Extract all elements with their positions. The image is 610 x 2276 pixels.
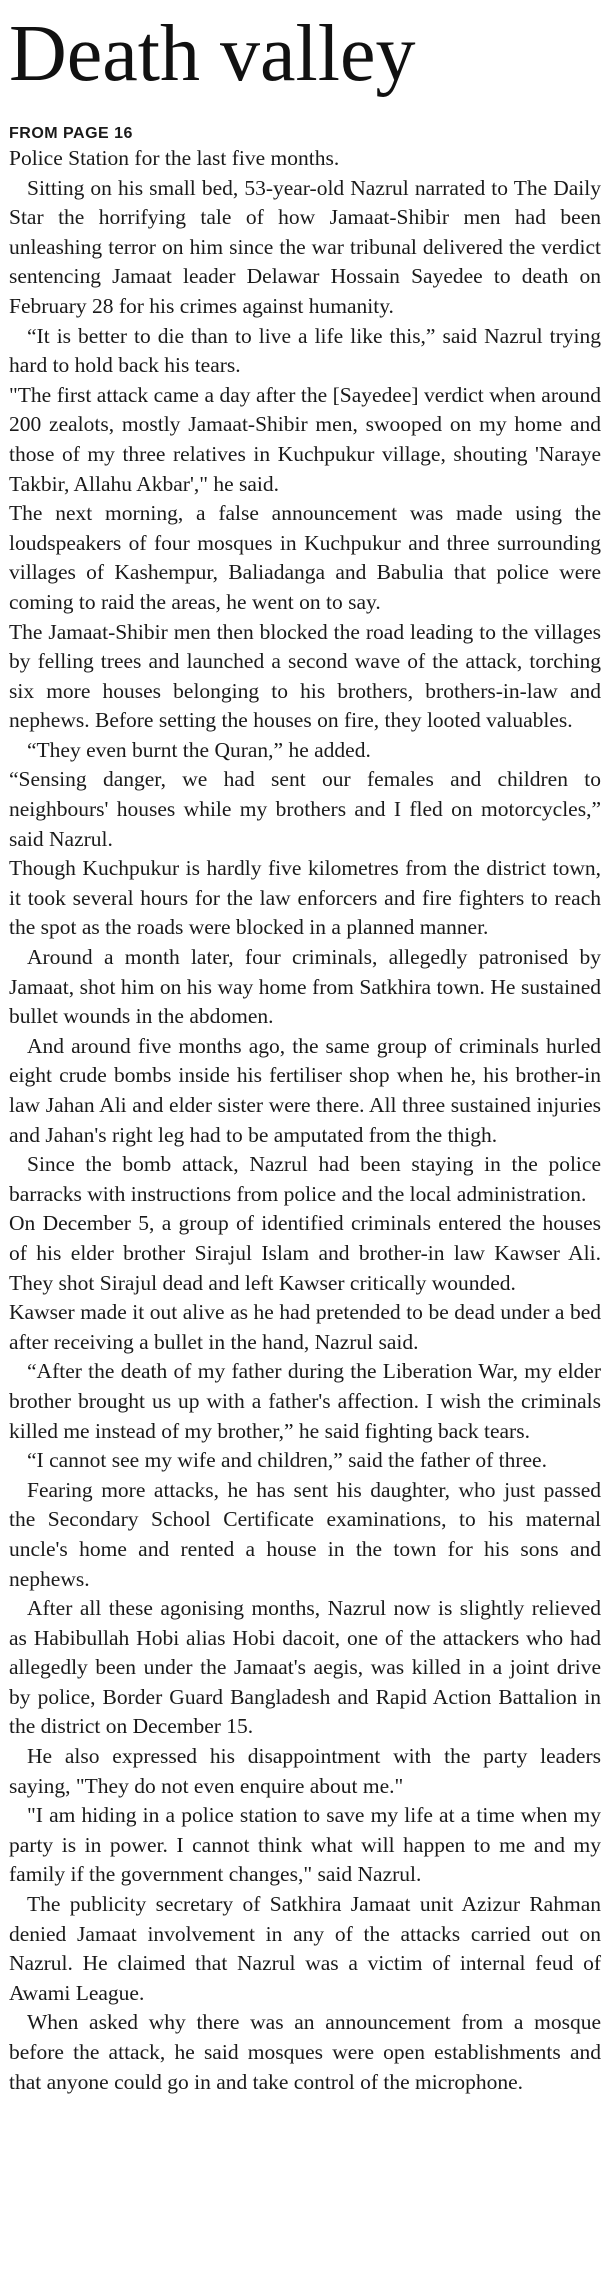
article-paragraph: Around a month later, four criminals, allegedly patronised by Jamaat, shot him on his way home from Satkhira town. He sustained bullet wounds in the abdomen.: [9, 945, 601, 1029]
article-paragraph: Since the bomb attack, Nazrul had been staying in the police barracks with instructions from police and the local administration.: [9, 1152, 601, 1206]
article-paragraph: Though Kuchpukur is hardly five kilometres from the district town, it took several hours for the law enforcers and fire fighters to reach the spot as the roads were blocked in a planned manner.: [9, 856, 601, 940]
headline: Death valley: [9, 10, 416, 98]
article-paragraph: “They even burnt the Quran,” he added.: [27, 737, 371, 762]
article-paragraph: After all these agonising months, Nazrul now is slightly relieved as Habibullah Hobi alias Hobi dacoit, one of the attackers who had allegedly been under the Jamaat's aegis, was killed in a joint drive by police, Border Guard Bangladesh and Rapid Action Battalion in the district on December 15.: [9, 1596, 601, 1739]
article-paragraph: “After the death of my father during the Liberation War, my elder brother brought us up with a father's affection. I wish the criminals killed me instead of my brother,” he said fighting back tears.: [9, 1359, 601, 1443]
article-paragraph: The publicity secretary of Satkhira Jamaat unit Azizur Rahman denied Jamaat involvement in any of the attacks carried out on Nazrul. He claimed that Nazrul was a victim of internal feud of Awami League.: [9, 1892, 601, 2005]
article-body: [9, 144, 601, 2097]
article-paragraph: “Sensing danger, we had sent our females and children to neighbours' houses while my brothers and I fled on motorcycles,” said Nazrul.: [9, 767, 601, 851]
article-paragraph: Sitting on his small bed, 53-year-old Nazrul narrated to The Daily Star the horrifying tale of how Jamaat-Shibir men had been unleashing terror on him since the war tribunal delivered the verdict sentencing Jamaat leader Delawar Hossain Sayedee to death on February 28 for his crimes against humanity.: [9, 175, 601, 318]
article-paragraph: The next morning, a false announcement was made using the loudspeakers of four mosques in Kuchpukur and three surrounding villages of Kashempur, Baliadanga and Babulia that police were coming to raid the areas, he went on to say.: [9, 501, 601, 614]
article-paragraph: Kawser made it out alive as he had pretended to be dead under a bed after receiving a bullet in the hand, Nazrul said.: [9, 1300, 601, 1354]
article-paragraph: "I am hiding in a police station to save my life at a time when my party is in power. I cannot think what will happen to me and my family if the government changes," said Nazrul.: [9, 1803, 601, 1887]
jump-label: FROM PAGE 16: [9, 125, 133, 142]
article-paragraph: He also expressed his disappointment with the party leaders saying, "They do not even enquire about me.": [9, 1744, 601, 1798]
newspaper-clipping: [9, 0, 601, 2276]
article-paragraph: Fearing more attacks, he has sent his daughter, who just passed the Secondary School Certificate examinations, to his maternal uncle's home and rented a house in the town for his sons and nephews.: [9, 1477, 601, 1591]
article-paragraph: When asked why there was an announcement from a mosque before the attack, he said mosques were open establishments and that anyone could go in and take control of the microphone.: [9, 2010, 601, 2094]
article-paragraph: The Jamaat-Shibir men then blocked the road leading to the villages by felling trees and launched a second wave of the attack, torching six more houses belonging to his brothers, brothers-in-law and nephews. Before setting the houses on fire, they looted valuables.: [9, 619, 601, 733]
article-paragraph: "The first attack came a day after the [Sayedee] verdict when around 200 zealots, mostly Jamaat-Shibir men, swooped on my home and those of my three relatives in Kuchpukur village, shouting 'Naraye Takbir, Allahu Akbar'," he said.: [9, 382, 601, 496]
article-paragraph: “I cannot see my wife and children,” said the father of three.: [27, 1448, 547, 1473]
article-paragraph: “It is better to die than to live a life like this,” said Nazrul trying hard to hold back his tears.: [9, 323, 601, 378]
article-paragraph: On December 5, a group of identified criminals entered the houses of his elder brother Sirajul Islam and brother-in law Kawser Ali. They shot Sirajul dead and left Kawser critically wounded.: [9, 1211, 601, 1295]
article-paragraph: Police Station for the last five months.: [9, 146, 340, 170]
article-paragraph: And around five months ago, the same group of criminals hurled eight crude bombs inside his fertiliser shop when he, his brother-in law Jahan Ali and elder sister were there. All three sustained injuries and Jahan's right leg had to be amputated from the thigh.: [9, 1033, 601, 1147]
